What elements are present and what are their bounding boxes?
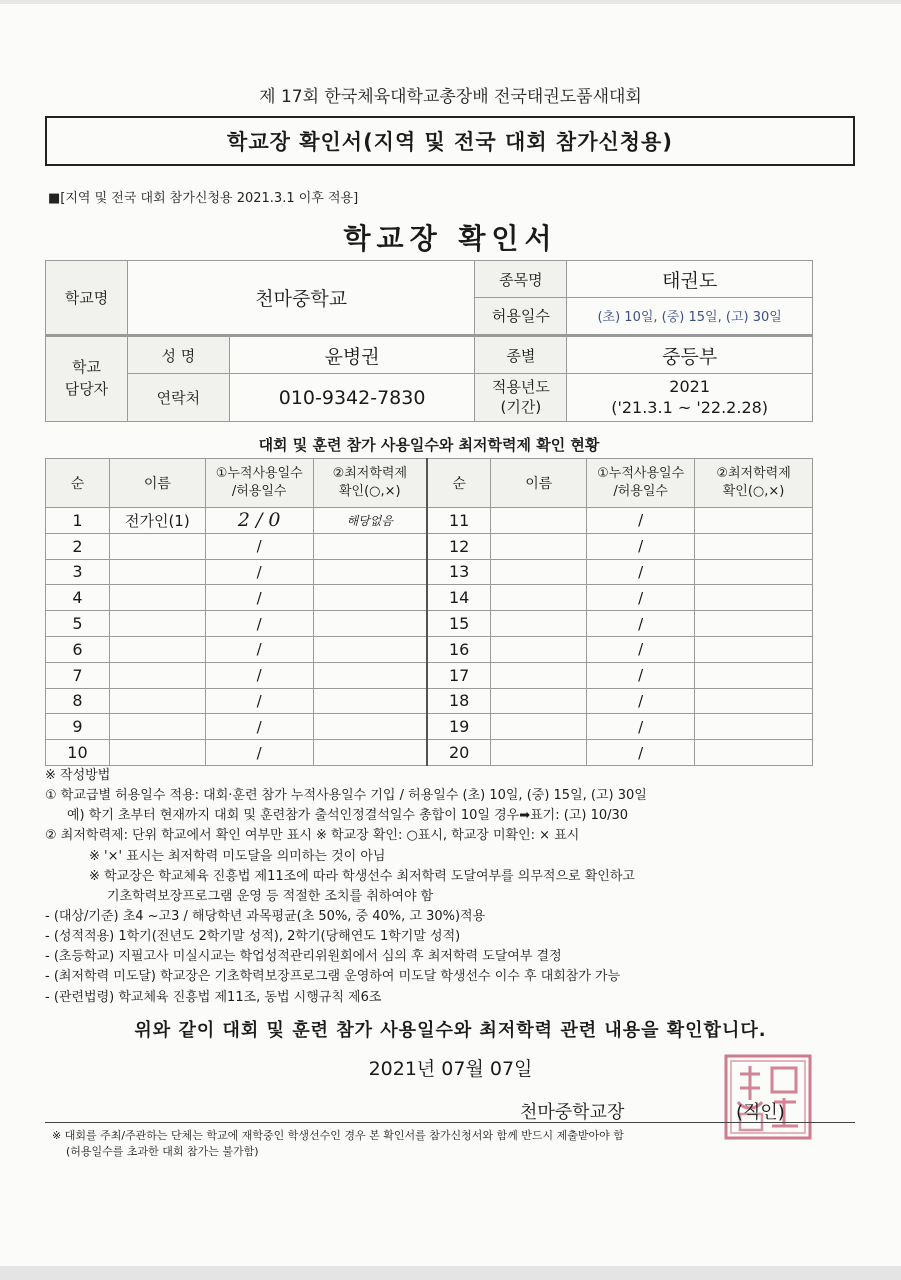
row-name xyxy=(109,559,205,585)
table-row xyxy=(46,740,813,766)
row-seq: 5 xyxy=(46,611,110,637)
row-name: 전가인(1) xyxy=(109,508,205,534)
footer-line-2: (허용일수를 초과한 대회 참가는 불가함) xyxy=(66,1144,259,1158)
row-name xyxy=(491,585,587,611)
row-seq: 8 xyxy=(46,688,110,714)
row-name xyxy=(491,688,587,714)
header-days-line1: ①누적사용일수 xyxy=(215,466,303,482)
instruction-line: ※ 작성방법 xyxy=(45,768,111,783)
row-seq: 9 xyxy=(46,714,110,740)
instruction-line: ※ '×' 표시는 최저학력 미도달을 의미하는 것이 아님 xyxy=(89,848,386,864)
row-seq: 1 xyxy=(46,508,110,534)
row-seq: 17 xyxy=(427,662,491,688)
usage-table-title: 대회 및 훈련 참가 사용일수와 최저학력제 확인 현황 xyxy=(258,436,600,454)
row-days: / xyxy=(587,611,695,637)
instruction-line: - (대상/기준) 초4 ~고3 / 해당학년 과목평균(초 50%, 중 40%, 고 30%)적용 xyxy=(45,908,486,924)
school-label: 학교명 xyxy=(46,261,128,335)
row-academic xyxy=(695,740,813,766)
row-name xyxy=(109,585,205,611)
row-seq: 11 xyxy=(427,508,491,534)
row-academic xyxy=(695,688,813,714)
table-row xyxy=(46,533,813,559)
row-academic xyxy=(695,611,813,637)
year-label-line2: (기간) xyxy=(500,397,542,416)
row-days: / xyxy=(205,688,313,714)
row-name xyxy=(109,714,205,740)
usage-rows xyxy=(46,508,813,766)
header-days-left xyxy=(205,459,313,508)
usage-table xyxy=(45,458,813,766)
row-days: / xyxy=(205,714,313,740)
staff-label-text: 학교 담당자 xyxy=(64,358,109,398)
row-days: / xyxy=(587,662,695,688)
table-row xyxy=(46,636,813,662)
row-name xyxy=(491,559,587,585)
row-academic xyxy=(313,662,427,688)
instruction-line: ② 최저학력제: 단위 학교에서 확인 여부만 표시 ※ 학교장 확인: ○표시, 학교장 미확인: × 표시 xyxy=(45,828,580,844)
row-seq: 12 xyxy=(427,533,491,559)
name-label: 성 명 xyxy=(127,337,229,374)
row-academic xyxy=(695,585,813,611)
event-name: 제 17회 한국체육대학교총장배 전국태권도품새대회 xyxy=(259,87,642,107)
row-academic xyxy=(695,636,813,662)
year-value-line2: ('21.3.1 ~ '22.2.28) xyxy=(611,397,769,417)
table-row xyxy=(46,714,813,740)
division-label: 종별 xyxy=(475,337,567,374)
table-row xyxy=(46,585,813,611)
row-seq: 14 xyxy=(427,585,491,611)
year-value xyxy=(567,374,813,422)
sport-value: 태권도 xyxy=(567,261,813,298)
instruction-line: - (초등학교) 지필고사 미실시교는 학업성적관리위원회에서 심의 후 최저학력 도달여부 결정 xyxy=(45,949,562,965)
staff-name-value: 윤병권 xyxy=(229,337,475,374)
row-name xyxy=(491,662,587,688)
row-academic xyxy=(313,714,427,740)
row-days: / xyxy=(587,585,695,611)
row-academic: 해당없음 xyxy=(313,508,427,534)
row-seq: 2 xyxy=(46,533,110,559)
row-seq: 4 xyxy=(46,585,110,611)
table-row xyxy=(46,559,813,585)
row-days: / xyxy=(587,508,695,534)
header-academic-line1: ②최저학력제 xyxy=(332,466,408,482)
sport-label: 종목명 xyxy=(475,261,567,298)
row-name xyxy=(491,533,587,559)
row-name xyxy=(491,740,587,766)
row-name xyxy=(491,636,587,662)
row-name xyxy=(109,662,205,688)
row-days: / xyxy=(205,662,313,688)
row-academic xyxy=(313,533,427,559)
header-days-line2: /허용일수 xyxy=(613,484,668,499)
row-academic xyxy=(695,508,813,534)
allowed-days-value: (초) 10일, (중) 15일, (고) 30일 xyxy=(567,298,813,335)
division-value: 중등부 xyxy=(567,337,813,374)
row-name xyxy=(491,611,587,637)
staff-label xyxy=(46,337,128,422)
table-row xyxy=(46,508,813,534)
seal-label: (직인) xyxy=(736,1102,785,1123)
row-days: / xyxy=(205,740,313,766)
row-academic xyxy=(313,636,427,662)
instruction-line: ① 학교급별 허용일수 적용: 대회·훈련 참가 누적사용일수 기입 / 허용일수 (초) 10일, (중) 15일, (고) 30일 xyxy=(45,788,647,804)
contact-label: 연락처 xyxy=(127,374,229,422)
contact-value: 010-9342-7830 xyxy=(229,374,475,422)
signature-date: 2021년 07월 07일 xyxy=(368,1058,533,1080)
row-days: / xyxy=(587,688,695,714)
row-name xyxy=(109,611,205,637)
row-seq: 20 xyxy=(427,740,491,766)
year-value-line1: 2021 xyxy=(669,376,710,396)
instruction-line: - (관련법령) 학교체육 진흥법 제11조, 동법 시행규칙 제6조 xyxy=(45,989,382,1005)
row-seq: 13 xyxy=(427,559,491,585)
footer-notice xyxy=(52,1128,852,1160)
row-name xyxy=(491,714,587,740)
row-academic xyxy=(695,714,813,740)
document-title: 학교장 확인서 xyxy=(343,222,558,255)
row-name xyxy=(109,740,205,766)
header-academic-line2: 확인(○,×) xyxy=(722,484,785,499)
row-academic xyxy=(695,533,813,559)
header-seq-left: 순 xyxy=(46,459,110,508)
row-days: / xyxy=(587,740,695,766)
footer-divider xyxy=(45,1122,855,1123)
form-subtitle: ■[지역 및 전국 대회 참가신청용 2021.3.1 이후 적용] xyxy=(48,191,359,206)
row-days: / xyxy=(587,636,695,662)
row-days: / xyxy=(587,559,695,585)
row-academic xyxy=(313,585,427,611)
school-info-table xyxy=(45,260,813,422)
row-seq: 16 xyxy=(427,636,491,662)
row-name xyxy=(109,636,205,662)
form-title: 학교장 확인서(지역 및 전국 대회 참가신청용) xyxy=(45,116,855,166)
row-days: / xyxy=(205,559,313,585)
instruction-line: ※ 학교장은 학교체육 진흥법 제11조에 따라 학생선수 최저학력 도달여부를 의무적으로 확인하고 xyxy=(89,868,635,884)
confirmation-statement: 위와 같이 대회 및 훈련 참가 사용일수와 최저학력 관련 내용을 확인합니다. xyxy=(134,1020,767,1041)
scan-top-edge xyxy=(0,0,901,4)
row-days: / xyxy=(205,585,313,611)
instruction-line: - (최저학력 미도달) 학교장은 기초학력보장프로그램 운영하여 미도달 학생선수 이수 후 대회참가 가능 xyxy=(45,969,621,985)
row-days: 2 / 0 xyxy=(205,508,313,534)
row-name xyxy=(109,533,205,559)
instruction-line: 기초학력보장프로그램 운영 등 적절한 조치를 취하여야 함 xyxy=(107,888,434,904)
principal-signer: 천마중학교장 xyxy=(520,1102,625,1123)
row-days: / xyxy=(587,533,695,559)
row-days: / xyxy=(587,714,695,740)
table-row xyxy=(46,611,813,637)
allowed-days-label: 허용일수 xyxy=(475,298,567,335)
school-value: 천마중학교 xyxy=(127,261,475,335)
table-row xyxy=(46,662,813,688)
footer-line-1: ※ 대회를 주최/주관하는 단체는 학교에 재학중인 학생선수인 경우 본 확인서를 참가신청서와 함께 반드시 제출받아야 함 xyxy=(52,1129,624,1142)
row-academic xyxy=(313,688,427,714)
row-days: / xyxy=(205,636,313,662)
header-days-line1: ①누적사용일수 xyxy=(597,466,685,482)
row-name xyxy=(109,688,205,714)
row-academic xyxy=(695,559,813,585)
row-seq: 7 xyxy=(46,662,110,688)
row-seq: 6 xyxy=(46,636,110,662)
header-seq-right: 순 xyxy=(427,459,491,508)
instruction-line: - (성적적용) 1학기(전년도 2학기말 성적), 2학기(당해연도 1학기말 성적) xyxy=(45,929,461,945)
header-days-right xyxy=(587,459,695,508)
header-academic-line2: 확인(○,×) xyxy=(338,484,401,499)
year-label xyxy=(475,374,567,422)
row-name xyxy=(491,508,587,534)
header-name-right: 이름 xyxy=(491,459,587,508)
row-seq: 19 xyxy=(427,714,491,740)
instruction-line: 예) 학기 초부터 현재까지 대회 및 훈련참가 출석인정결석일수 총합이 10일 경우➡표기: (고) 10/30 xyxy=(67,808,629,824)
row-academic xyxy=(313,740,427,766)
table-row xyxy=(46,688,813,714)
scan-bottom-edge xyxy=(0,1266,901,1280)
year-label-line1: 적용년도 xyxy=(491,378,550,396)
header-days-line2: /허용일수 xyxy=(231,484,287,499)
row-days: / xyxy=(205,611,313,637)
header-name-left: 이름 xyxy=(109,459,205,508)
header-academic-left xyxy=(313,459,427,508)
row-academic xyxy=(313,559,427,585)
row-seq: 18 xyxy=(427,688,491,714)
row-seq: 15 xyxy=(427,611,491,637)
row-seq: 10 xyxy=(46,740,110,766)
row-days: / xyxy=(205,533,313,559)
header-academic-line1: ②최저학력제 xyxy=(716,466,791,482)
row-seq: 3 xyxy=(46,559,110,585)
row-academic xyxy=(695,662,813,688)
header-academic-right xyxy=(695,459,813,508)
instructions xyxy=(45,766,835,1008)
row-academic xyxy=(313,611,427,637)
